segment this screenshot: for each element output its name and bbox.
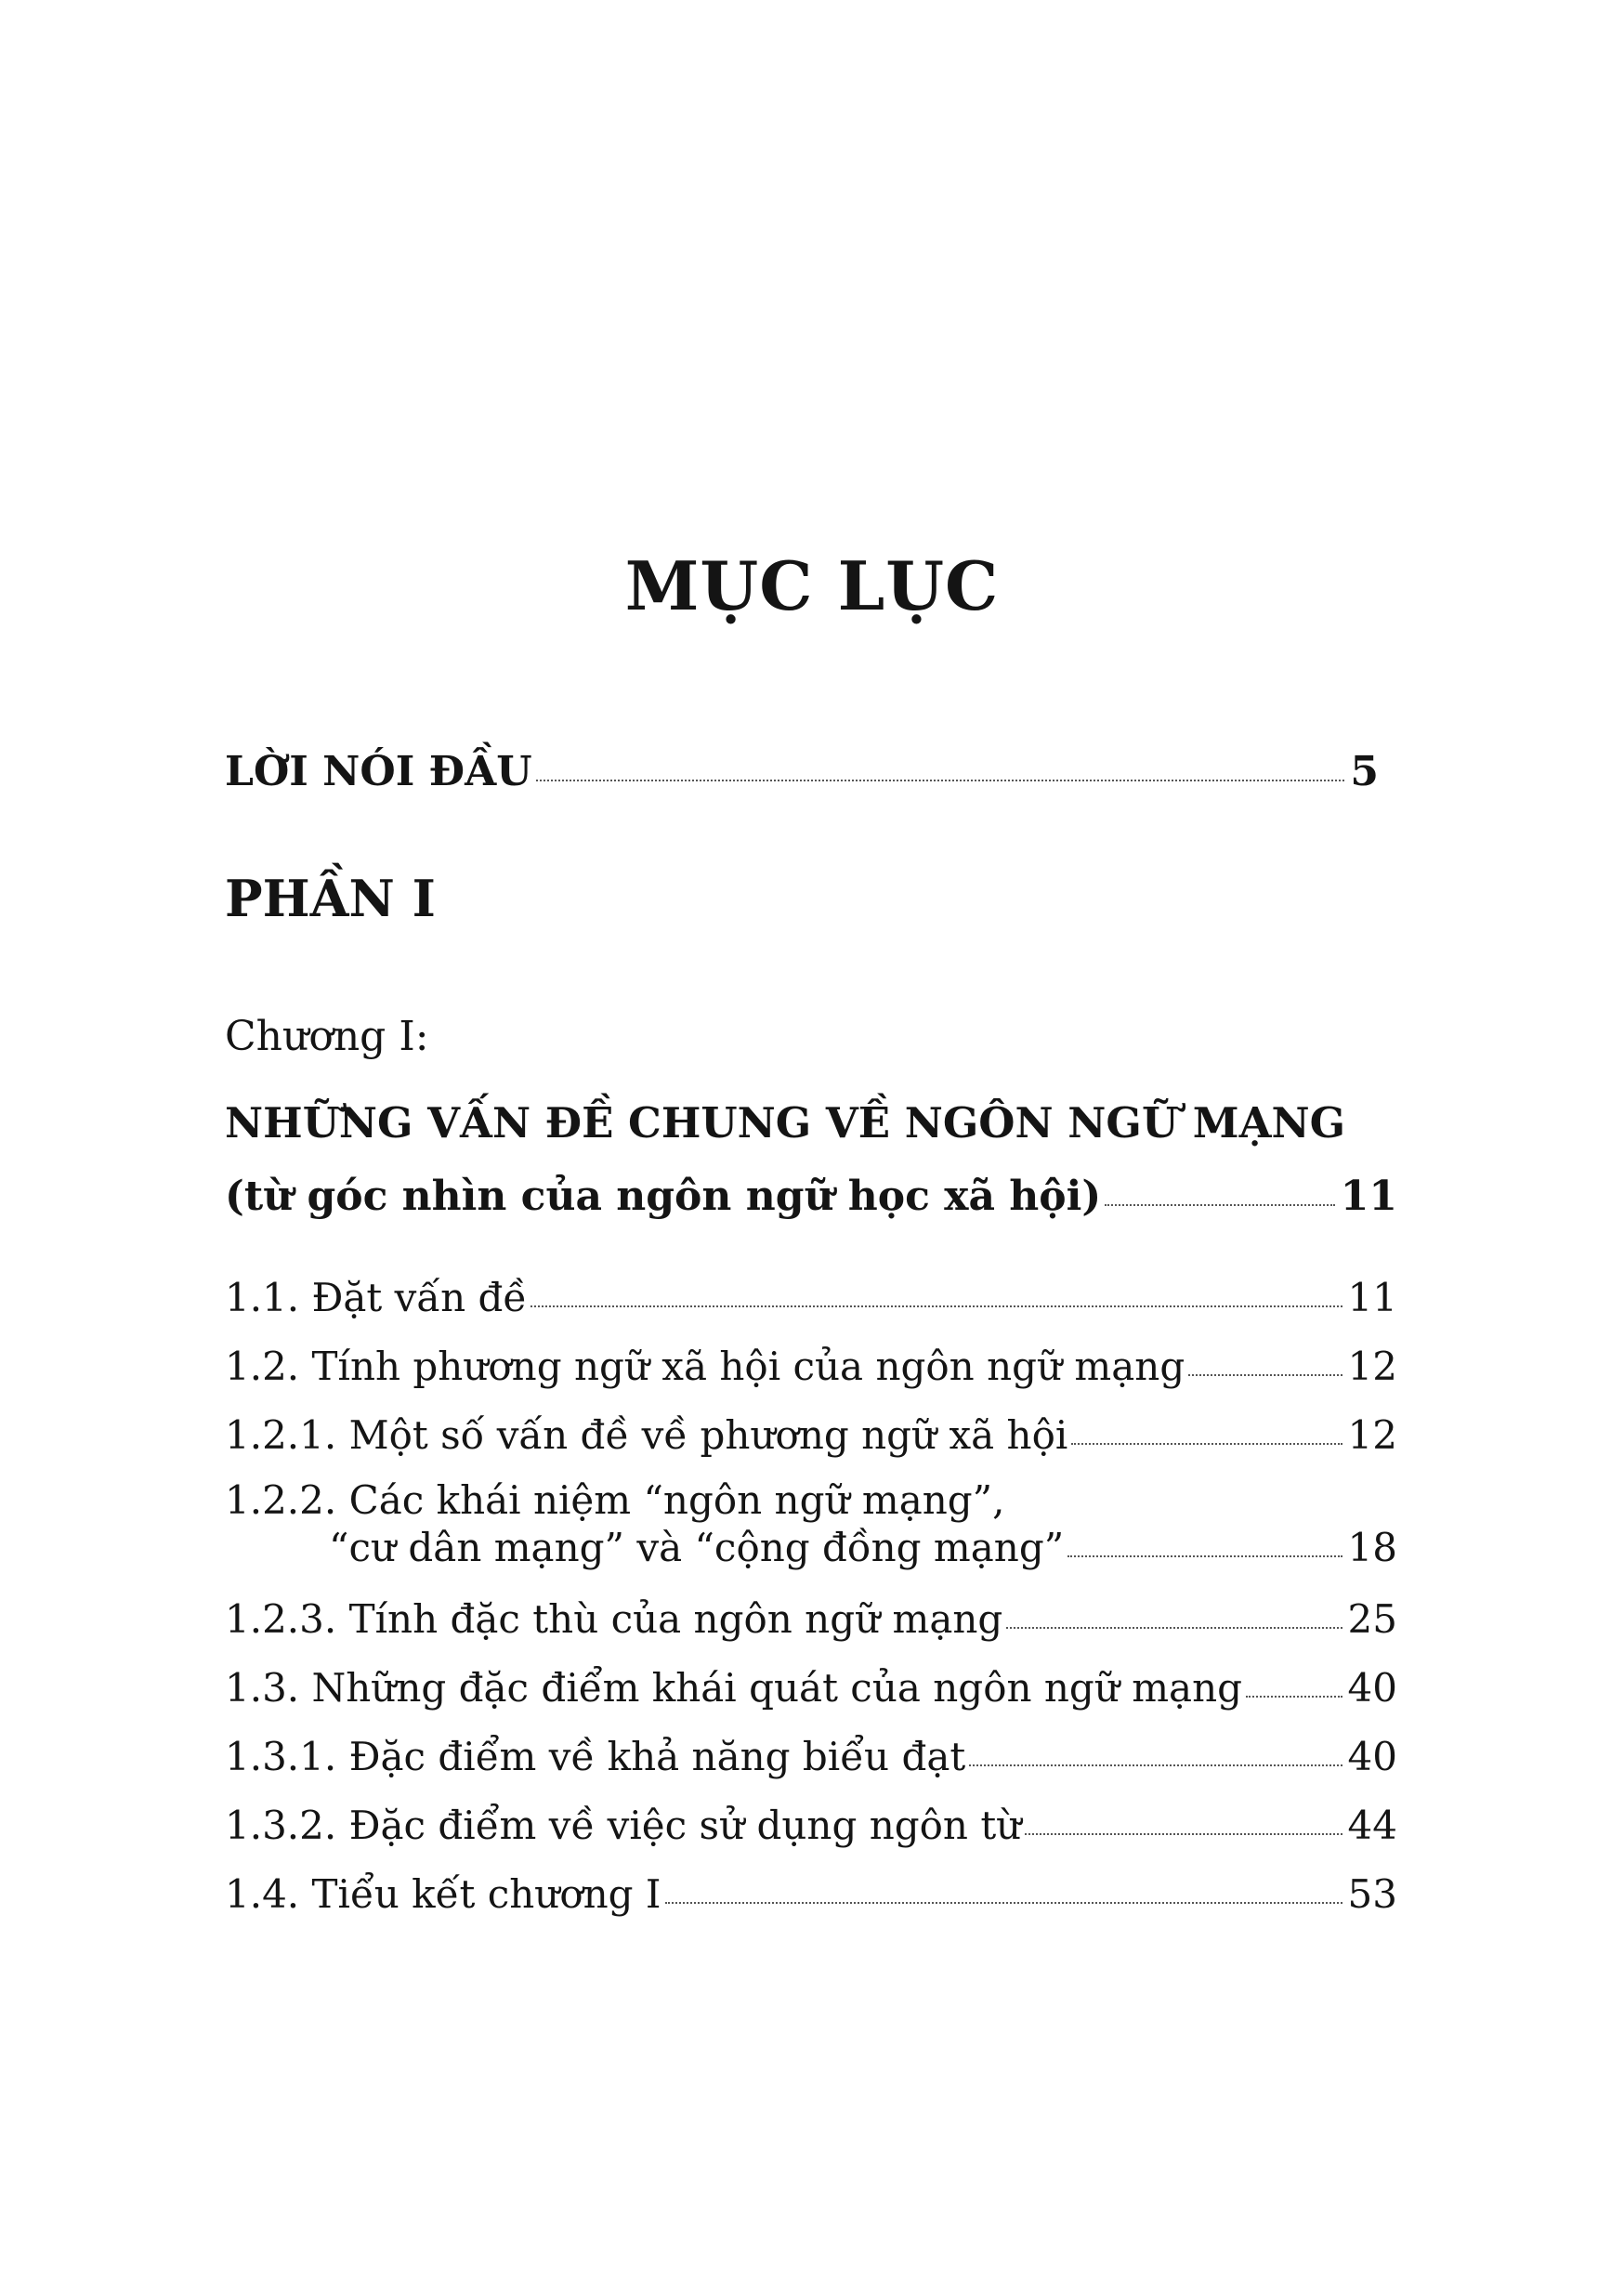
chapter-title: NHỮNG VẤN ĐỀ CHUNG VỀ NGÔN NGỮ MẠNG [225,1098,1346,1148]
toc-entry-label: 1.2.3. Tính đặc thù của ngôn ngữ mạng [225,1596,1003,1642]
dot-leader [536,780,1345,781]
toc-entry[interactable] [225,1734,1397,1779]
dot-leader [1246,1696,1342,1698]
toc-page-number: 40 [1347,1734,1397,1779]
toc-entry-label: 1.3.1. Đặc điểm về khả năng biểu đạt [225,1734,966,1779]
toc-entry[interactable] [225,1596,1397,1642]
dot-leader [1067,1555,1342,1557]
toc-entry[interactable] [225,1803,1397,1848]
dot-leader [1025,1833,1342,1835]
toc-entry[interactable] [225,1275,1397,1320]
page-title: MỤC LỤC [624,546,1000,625]
toc-entry[interactable] [225,1412,1397,1458]
toc-entry-label-continued: “cư dân mạng” và “cộng đồng mạng” [329,1525,1065,1570]
dot-leader [530,1305,1342,1307]
chapter-label: Chương I: [225,1013,429,1060]
toc-entry-label: 1.2.2. Các khái niệm “ngôn ngữ mạng”, [225,1477,1005,1523]
toc-entry[interactable] [225,1344,1397,1389]
toc-entry[interactable] [225,1665,1397,1711]
part-heading: PHẦN I [225,869,436,928]
dot-leader [1006,1627,1342,1629]
toc-page-number: 12 [1347,1344,1397,1389]
toc-page-number: 25 [1347,1596,1397,1642]
dot-leader [665,1902,1342,1904]
toc-entry-label: LỜI NÓI ĐẦU [225,748,532,795]
dot-leader [969,1764,1342,1766]
toc-page-number: 53 [1347,1871,1397,1917]
toc-page-number: 12 [1347,1412,1397,1458]
toc-entry-label: 1.1. Đặt vấn đề [225,1275,528,1320]
dot-leader [1188,1374,1342,1376]
toc-entry-label: 1.2.1. Một số vấn đề về phương ngữ xã hội [225,1412,1068,1458]
toc-page-number: 18 [1347,1525,1397,1570]
chapter-subtitle: (từ góc nhìn của ngôn ngữ học xã hội) [225,1173,1102,1220]
toc-page-number: 11 [1340,1173,1397,1220]
toc-page-number: 5 [1350,748,1379,795]
toc-entry[interactable] [225,1477,1397,1570]
toc-entry-chapter[interactable] [225,1173,1397,1220]
toc-entry-label: 1.4. Tiểu kết chương I [225,1871,661,1917]
toc-page-number: 44 [1347,1803,1397,1848]
toc-entry-label: 1.2. Tính phương ngữ xã hội của ngôn ngữ mạng [225,1344,1185,1389]
toc-page-number: 11 [1347,1275,1397,1320]
toc-entry[interactable] [225,1871,1397,1917]
dot-leader [1071,1443,1342,1445]
toc-entry-label: 1.3. Những đặc điểm khái quát của ngôn ngữ mạng [225,1665,1243,1711]
toc-entry-preface[interactable] [225,748,1379,795]
toc-page-number: 40 [1347,1665,1397,1711]
dot-leader [1105,1204,1335,1206]
toc-entry-label: 1.3.2. Đặc điểm về việc sử dụng ngôn từ [225,1803,1022,1848]
